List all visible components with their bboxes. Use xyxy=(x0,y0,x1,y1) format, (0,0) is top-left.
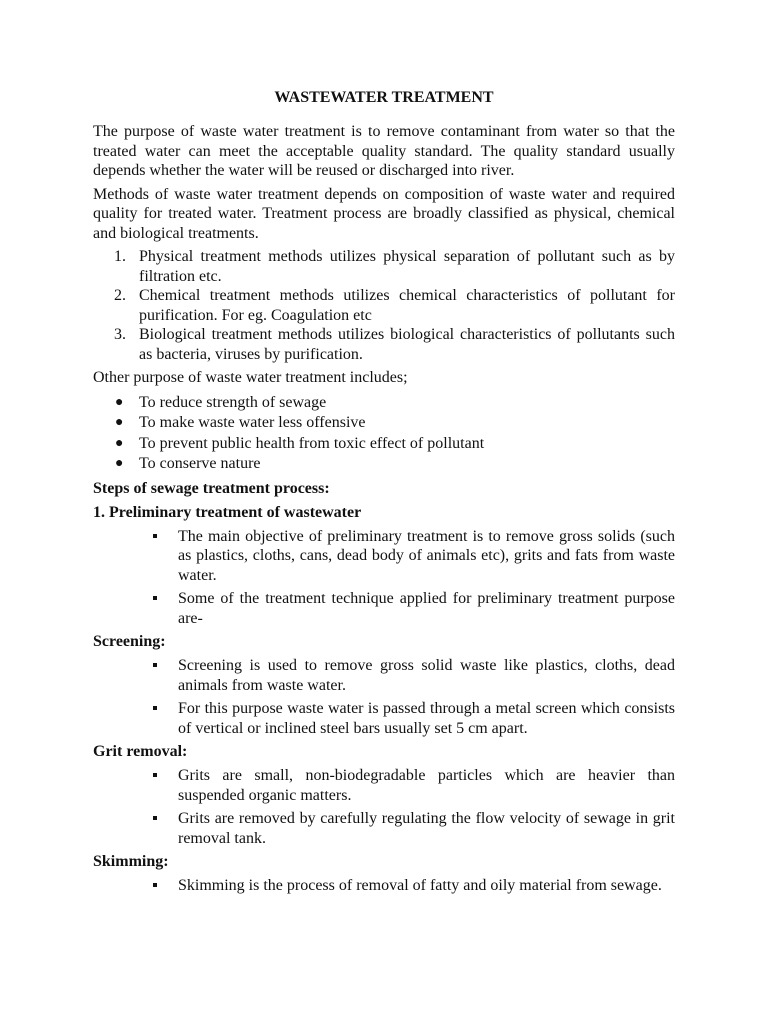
bullet-icon: ● xyxy=(115,435,124,451)
list-item-text: Biological treatment methods utilizes biological characteristics of pollutants such as bacteria, viruses by purification. xyxy=(139,326,675,363)
list-item-text: Grits are small, non-biodegradable particles which are heavier than suspended organic matters. xyxy=(178,767,675,804)
screening-points xyxy=(93,656,675,738)
list-item xyxy=(93,286,675,325)
screening-heading: Screening: xyxy=(93,633,166,650)
list-number: 1. xyxy=(114,248,126,265)
list-item-text: To prevent public health from toxic effect of pollutant xyxy=(139,434,485,452)
list-item-text: Grits are removed by carefully regulating the flow velocity of sewage in grit removal tank. xyxy=(178,810,675,847)
document-page xyxy=(93,88,675,900)
square-bullet-icon xyxy=(153,663,157,667)
list-item-text: The main objective of preliminary treatment is to remove gross solids (such as plastics, cloths, cans, dead body of animals etc), grits and fats from waste water. xyxy=(178,527,675,584)
other-purposes-list xyxy=(93,393,675,475)
skimming-points xyxy=(93,876,675,896)
list-item xyxy=(93,699,675,738)
bullet-icon: ● xyxy=(115,394,124,410)
list-number: 3. xyxy=(114,326,126,343)
methods-paragraph: Methods of waste water treatment depends on composition of waste water and required quality for treated water. Treatment process are broadly classified as physical, chemical and biological treatments. xyxy=(93,185,675,242)
list-item-text: To conserve nature xyxy=(139,455,261,472)
bullet-icon: ● xyxy=(115,456,124,471)
other-purpose-heading: Other purpose of waste water treatment includes; xyxy=(93,369,408,386)
list-item-text: Screening is used to remove gross solid waste like plastics, cloths, dead animals from waste water. xyxy=(178,657,675,694)
list-item xyxy=(93,876,675,896)
skimming-heading: Skimming: xyxy=(93,853,169,870)
list-item xyxy=(93,413,675,434)
list-item xyxy=(93,454,675,475)
document-title: WASTEWATER TREATMENT xyxy=(274,89,494,106)
steps-heading: Steps of sewage treatment process: xyxy=(93,479,330,497)
list-item-text: For this purpose waste water is passed through a metal screen which consists of vertical or inclined steel bars usually set 5 cm apart. xyxy=(178,700,675,737)
grit-removal-heading: Grit removal: xyxy=(93,743,188,760)
list-item-text: To make waste water less offensive xyxy=(139,414,366,431)
list-number: 2. xyxy=(114,287,126,304)
methods-list xyxy=(93,247,675,364)
list-item xyxy=(93,434,675,455)
list-item xyxy=(93,589,675,628)
list-item-text: Physical treatment methods utilizes physical separation of pollutant such as by filtration etc. xyxy=(139,248,675,285)
preliminary-points xyxy=(93,527,675,629)
list-item-text: Some of the treatment technique applied for preliminary treatment purpose are- xyxy=(178,590,675,627)
square-bullet-icon xyxy=(153,883,157,887)
square-bullet-icon xyxy=(153,596,157,600)
preliminary-heading: 1. Preliminary treatment of wastewater xyxy=(93,503,362,521)
square-bullet-icon xyxy=(153,706,157,710)
square-bullet-icon xyxy=(153,816,157,820)
list-item xyxy=(93,247,675,286)
grit-removal-points xyxy=(93,766,675,848)
list-item-text: To reduce strength of sewage xyxy=(139,393,327,411)
list-item xyxy=(93,809,675,848)
list-item-text: Chemical treatment methods utilizes chemical characteristics of pollutant for purification. For eg. Coagulation etc xyxy=(139,287,675,324)
bullet-icon: ● xyxy=(115,415,124,430)
list-item xyxy=(93,325,675,364)
list-item-text: Skimming is the process of removal of fatty and oily material from sewage. xyxy=(178,877,662,894)
list-item xyxy=(93,393,675,414)
square-bullet-icon xyxy=(153,534,157,538)
list-item xyxy=(93,656,675,695)
list-item xyxy=(93,527,675,586)
intro-paragraph: The purpose of waste water treatment is to remove contaminant from water so that the treated water can meet the acceptable quality standard. The quality standard usually depends whether the water will be reused or discharged into river. xyxy=(93,123,675,179)
square-bullet-icon xyxy=(153,773,157,777)
list-item xyxy=(93,766,675,805)
